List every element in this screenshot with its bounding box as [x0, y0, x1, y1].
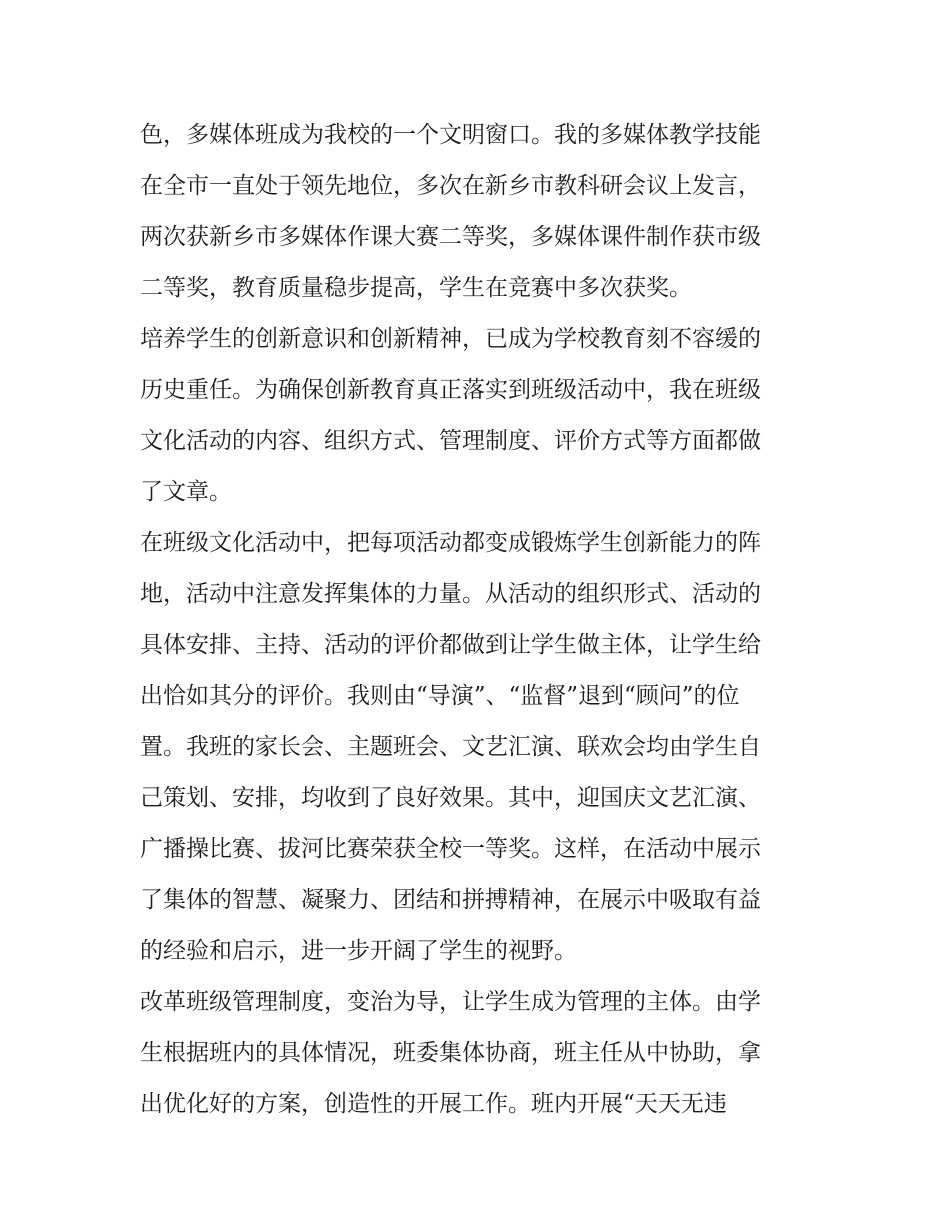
text-line: 己策划、安排，均收到了良好效果。其中，迎国庆文艺汇演、	[140, 785, 761, 811]
text-line: 的经验和启示，进一步开阔了学生的视野。	[140, 938, 577, 964]
text-line: 培养学生的创新意识和创新精神，已成为学校教育刻不容缓的	[140, 326, 761, 352]
text-line: 文化活动的内容、组织方式、管理制度、评价方式等方面都做	[140, 428, 761, 454]
text-line: 两次获新乡市多媒体作课大赛二等奖，多媒体课件制作获市级	[140, 224, 761, 250]
body-text	[140, 110, 820, 1130]
text-line: 广播操比赛、拔河比赛荣获全校一等奖。这样，在活动中展示	[140, 836, 761, 862]
text-line: 了集体的智慧、凝聚力、团结和拼搏精神，在展示中吸取有益	[140, 887, 761, 913]
text-line: 历史重任。为确保创新教育真正落实到班级活动中，我在班级	[140, 377, 761, 403]
text-line: 在班级文化活动中，把每项活动都变成锻炼学生创新能力的阵	[140, 530, 761, 556]
text-line: 色，多媒体班成为我校的一个文明窗口。我的多媒体教学技能	[140, 122, 761, 148]
text-line: 出优化好的方案，创造性的开展工作。班内开展“天天无违	[140, 1091, 727, 1117]
text-line: 二等奖，教育质量稳步提高，学生在竞赛中多次获奖。	[140, 275, 692, 301]
text-line: 在全市一直处于领先地位，多次在新乡市教科研会议上发言，	[140, 173, 761, 199]
text-line: 地，活动中注意发挥集体的力量。从活动的组织形式、活动的	[140, 581, 761, 607]
text-line: 了文章。	[140, 479, 232, 505]
text-line: 出恰如其分的评价。我则由“导演”、“监督”退到“顾问”的位	[140, 683, 740, 709]
text-line: 置。我班的家长会、主题班会、文艺汇演、联欢会均由学生自	[140, 734, 761, 760]
text-line: 生根据班内的具体情况，班委集体协商，班主任从中协助，拿	[140, 1040, 761, 1066]
text-line: 改革班级管理制度，变治为导，让学生成为管理的主体。由学	[140, 989, 761, 1015]
text-line: 具体安排、主持、活动的评价都做到让学生做主体，让学生给	[140, 632, 761, 658]
